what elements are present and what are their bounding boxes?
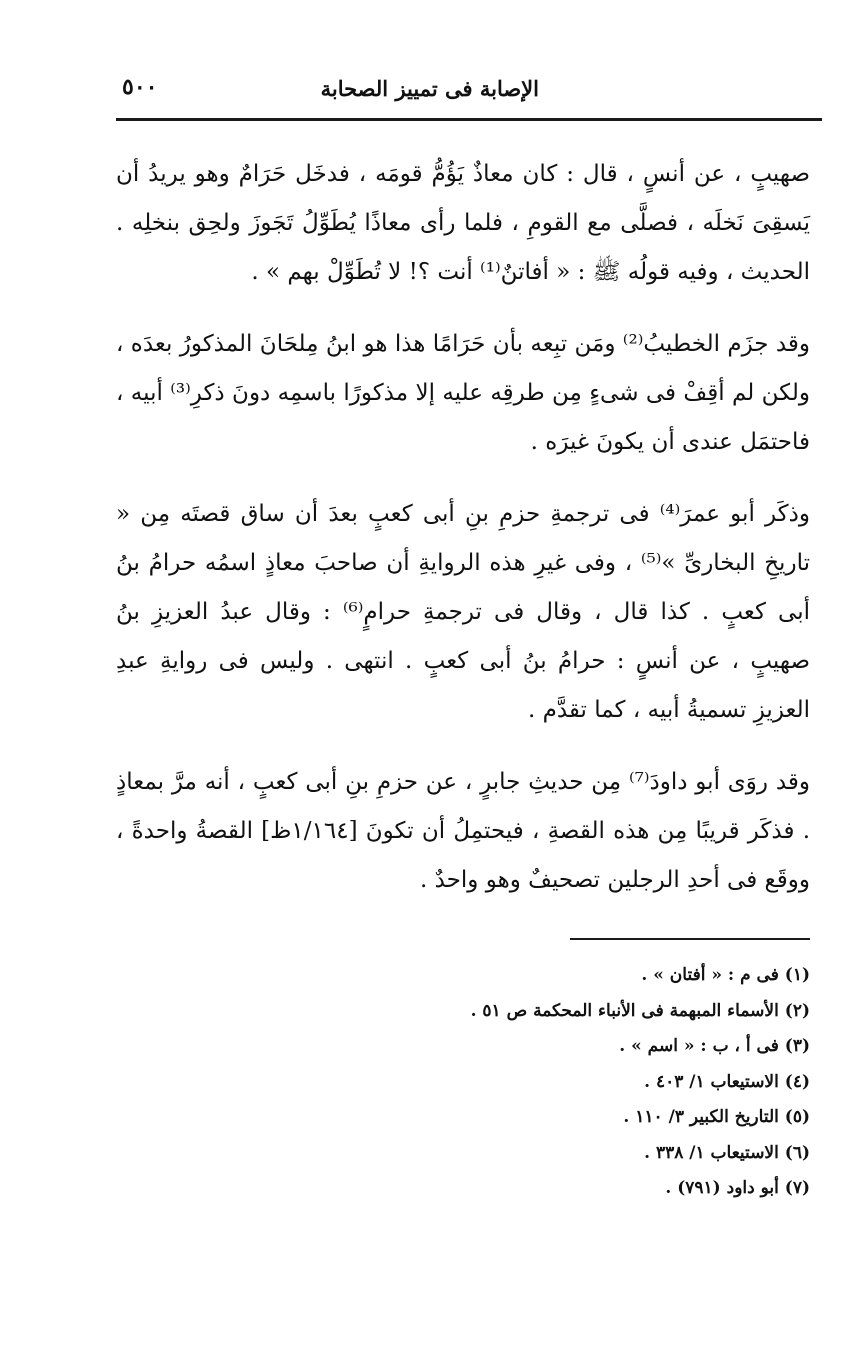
footnote-6: (٦) الاستيعاب ١/ ٣٣٨ . — [644, 1142, 810, 1163]
page-header — [116, 72, 822, 104]
paragraph-3: وذكَر أبو عمرَ⁽⁴⁾ فى ترجمةِ حزمِ بنِ أبى كعبٍ بعدَ أن ساق قصتَه مِن « تاريخِ البخارىِّ »⁽⁵⁾ ، وفى غيرِ هذه الروايةِ أن صاحبَ معاذٍ اسمُه حرامُ بنُ أبى كعبٍ . كذا قال ، وقال فى ترجمةِ حرامٍ⁽⁶⁾ : وقال عبدُ العزيزِ بنُ صهيبٍ ، عن أنسٍ : حرامُ بنُ أبى كعبٍ . انتهى . وليس فى روايةِ عبدِ العزيزِ تسميةُ أبيه ، كما تقدَّم . — [116, 501, 810, 723]
footnote-1: (١) فى م : « أفتان » . — [641, 965, 810, 985]
paragraph-2: وقد جزَم الخطيبُ⁽²⁾ ومَن تبِعه بأن حَرَامًا هذا هو ابنُ مِلحَانَ المذكورُ بعدَه ، ولكن لم أقِفْ فى شىءٍ مِن طرقِه عليه إلا مذكورًا باسمِه دونَ ذكرِ⁽³⁾ أبيه ، فاحتمَل عندى أن يكونَ غيرَه . — [116, 331, 811, 455]
page-number: ٥٠٠ — [122, 74, 158, 100]
paragraph-4: وقد روَى أبو داودَ⁽⁷⁾ مِن حديثِ جابرٍ ، عن حزمِ بنِ أبى كعبٍ ، أنه مرَّ بمعاذٍ . فذكَر قريبًا مِن هذه القصةِ ، فيحتمِلُ أن تكونَ [١/١٦٤ظ] القصةُ واحدةً ، ووقَع فى أحدِ الرجلين تصحيفٌ وهو واحدٌ . — [116, 769, 811, 893]
main-text — [116, 150, 810, 928]
footnote-7: (٧) أبو داود (٧٩١) . — [665, 1178, 810, 1198]
footnotes — [116, 958, 810, 1207]
running-title: الإصابة فى تمييز الصحابة — [320, 76, 539, 101]
footnote-4: (٤) الاستيعاب ١/ ٤٠٣ . — [644, 1071, 810, 1092]
footnote-divider — [570, 938, 810, 940]
footnote-3: (٣) فى أ ، ب : « اسم » . — [619, 1036, 810, 1056]
footnote-5: (٥) التاريخ الكبير ٣/ ١١٠ . — [623, 1107, 810, 1127]
footnote-2: (٢) الأسماء المبهمة فى الأنباء المحكمة ص ٥١ . — [470, 1000, 810, 1021]
paragraph-1: صهيبٍ ، عن أنسٍ ، قال : كان معاذٌ يَؤُمُّ قومَه ، فدخَل حَرَامٌ وهو يريدُ أن يَسقِىَ نَخلَه ، فصلَّى مع القومِ ، فلما رأى معاذًا يُطَوِّلُ تَجَوزَ ولحِق بنخلِه . الحديث ، وفيه قولُه ﷺ : « أفاتنٌ⁽¹⁾ أنت ؟! لا تُطَوِّلْ بهم » . — [116, 161, 810, 285]
header-divider — [116, 118, 822, 121]
